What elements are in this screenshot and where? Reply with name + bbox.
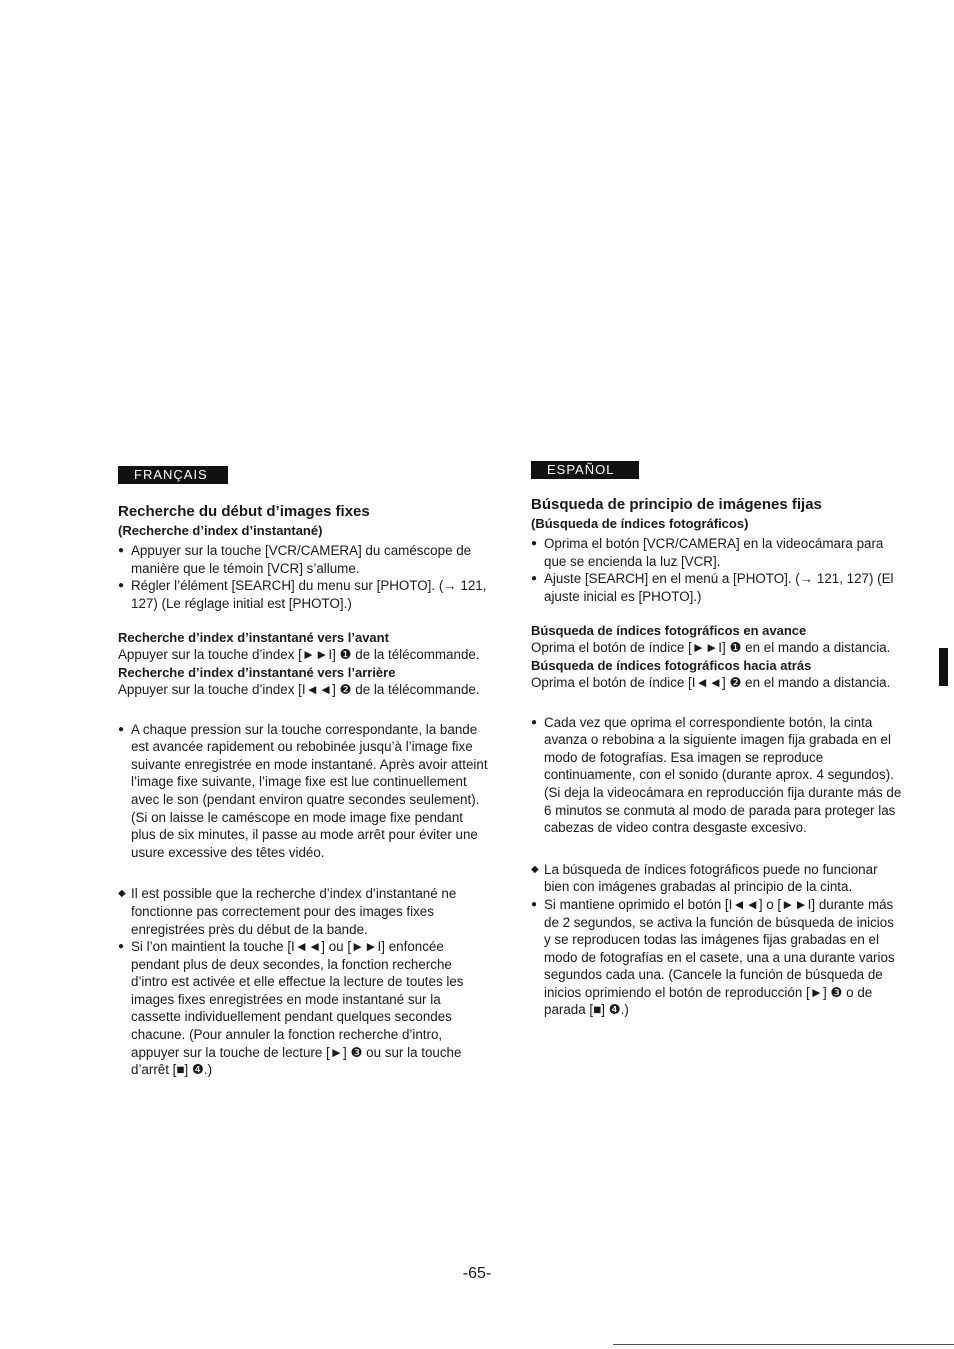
diamond-bullet-icon: ◆ bbox=[531, 863, 539, 875]
language-label-francais: FRANÇAIS bbox=[118, 466, 228, 484]
note-item: ● A chaque pression sur la touche correspondante, la bande est avancée rapidement ou rebobinée jusqu’à l’image fixe suivante enregistrée en mode instantané. Après avoir atteint l’image fixe suivante, l’image fixe est lue continuellement avec le son (pendant environ quatre secondes seulement). (Si on laisse le caméscope en mode image fixe pendant plus de six minutes, il passe au mode arrêt pour éviter une usure excessive des têtes vidéo. bbox=[118, 721, 488, 860]
step-item: ● Ajuste [SEARCH] en el menú a [PHOTO]. (→ 121, 127) (El ajuste inicial es [PHOTO].) bbox=[531, 571, 894, 604]
bullet-icon: ● bbox=[531, 573, 538, 585]
page-number: -65- bbox=[462, 1265, 492, 1282]
diamond-bullet-icon: ◆ bbox=[118, 888, 126, 900]
bullet-icon: ● bbox=[118, 723, 125, 735]
forward-text: Oprima el botón de índice [►►I] ❶ en el mando a distancia. bbox=[531, 640, 891, 656]
step-item: ● Oprima el botón [VCR/CAMERA] en la videocámara para que se encienda la luz [VCR]. bbox=[531, 536, 884, 569]
bullet-icon: ● bbox=[118, 545, 125, 556]
bullet-icon: ● bbox=[531, 716, 538, 728]
forward-heading: Búsqueda de índices fotográficos en avance bbox=[531, 623, 807, 639]
bullet-icon: ● bbox=[531, 538, 538, 549]
forward-heading: Recherche d’index d’instantané vers l’avant bbox=[118, 630, 389, 646]
note-item: ◆ Il est possible que la recherche d’index d’instantané ne fonctionne pas correctement pour des images fixes enregistrées près du début de la bande. bbox=[118, 886, 457, 937]
language-label-espanol: ESPAÑOL bbox=[531, 461, 639, 479]
forward-text: Appuyer sur la touche d’index [►►I] ❶ de la télécommande. bbox=[118, 647, 480, 663]
notes-list bbox=[531, 714, 903, 837]
steps-list bbox=[118, 542, 488, 612]
francais-column bbox=[118, 466, 488, 1079]
backward-text: Oprima el botón de índice [I◄◄] ❷ en el mando a distancia. bbox=[531, 674, 891, 690]
section-title: Recherche du début d’images fixes bbox=[118, 503, 370, 520]
backward-text: Appuyer sur la touche d’index [I◄◄] ❷ de la télécommande. bbox=[118, 681, 480, 697]
section-subtitle: (Recherche d’index d’instantané) bbox=[118, 523, 323, 538]
backward-heading: Recherche d’index d’instantané vers l’arrière bbox=[118, 664, 396, 680]
steps-list bbox=[531, 535, 903, 605]
note-item: ● Cada vez que oprima el correspondiente botón, la cinta avanza o rebobina a la siguiente imagen fija grabada en el modo de fotografías. Esa imagen se reproduce continuamente, con el sonido (durante aprox. 4 segundos). (Si deja la videocámara en reproducción fija durante más de 6 minutos se conmuta al modo de parada para proteger las cabezas de video contra desgaste excesivo. bbox=[531, 714, 902, 836]
section-subtitle: (Búsqueda de índices fotográficos) bbox=[531, 516, 749, 531]
notes-list bbox=[531, 861, 903, 1019]
backward-heading: Búsqueda de índices fotográficos hacia atrás bbox=[531, 657, 812, 673]
bullet-icon: ● bbox=[531, 898, 538, 910]
note-item: ◆ La búsqueda de índices fotográficos puede no funcionar bien con imágenes grabadas al principio de la cinta. bbox=[531, 861, 878, 895]
page-edge-tab-mark bbox=[939, 648, 948, 686]
step-item: ● Appuyer sur la touche [VCR/CAMERA] du caméscope de manière que le témoin [VCR] s’allume. bbox=[118, 543, 472, 576]
bottom-rule bbox=[613, 1344, 954, 1345]
notes-list bbox=[118, 885, 488, 1079]
espanol-column bbox=[531, 461, 903, 1019]
section-title: Búsqueda de principio de imágenes fijas bbox=[531, 496, 822, 513]
notes-list bbox=[118, 721, 488, 862]
bullet-icon: ● bbox=[118, 941, 125, 953]
bullet-icon: ● bbox=[118, 580, 125, 592]
note-item: ● Si l’on maintient la touche [I◄◄] ou [►►I] enfoncée pendant plus de deux secondes, la fonction recherche d’intro est activée et elle effectue la lecture de toutes les images fixes enregistrées en mode instantané sur la cassette individuellement pendant quelques secondes chacune. (Pour annuler la fonction recherche d’intro, appuyer sur la touche de lecture [►] ❸ ou sur la touche d’arrêt [■] ❹.) bbox=[118, 939, 464, 1078]
note-item: ● Si mantiene oprimido el botón [I◄◄] o [►►I] durante más de 2 segundos, se activa la función de búsqueda de inicios y se reproducen todas las imágenes fijas grabadas en el modo de fotografías en el casete, una a una durante varios segundos cada una. (Cancele la función de búsqueda de inicios oprimiendo el botón de reproducción [►] ❸ o de parada [■] ❹.) bbox=[531, 896, 895, 1018]
step-item: ● Régler l’élément [SEARCH] du menu sur [PHOTO]. (→ 121, 127) (Le réglage initial est [PHOTO].) bbox=[118, 578, 487, 611]
